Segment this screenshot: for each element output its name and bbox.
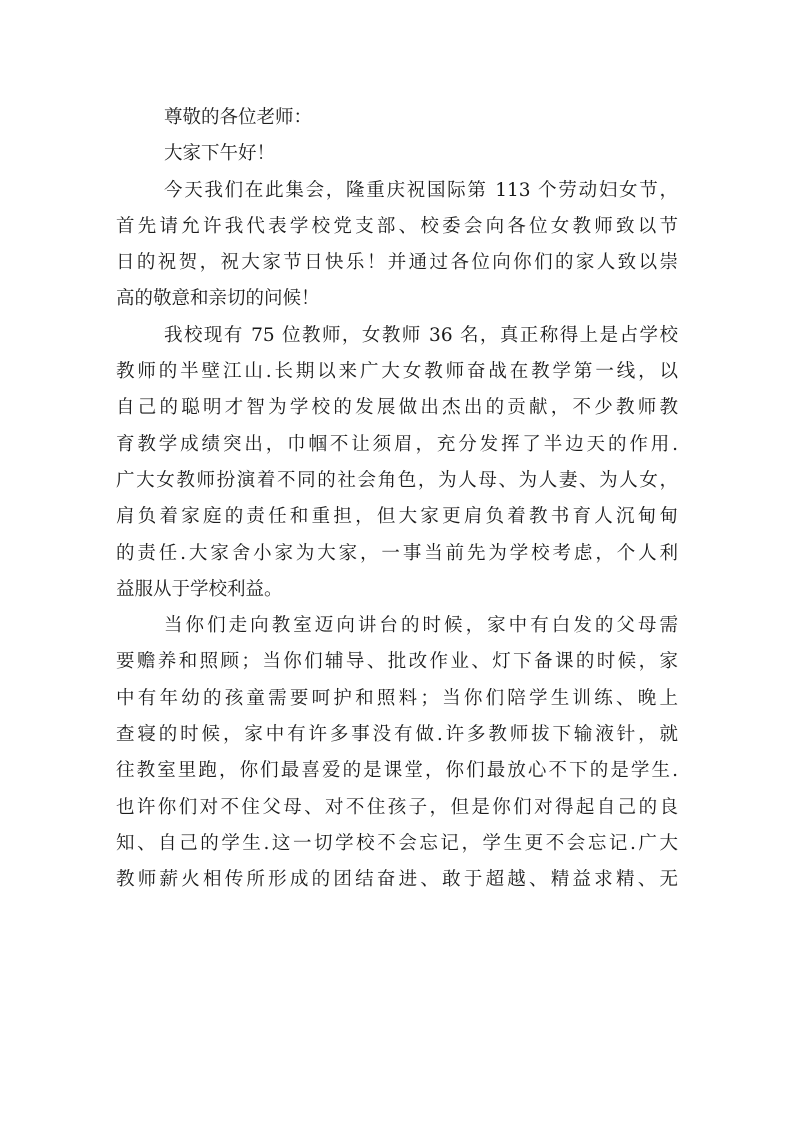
text-line: 当你们走向教室迈向讲台的时候，家中有白发的父母需 <box>164 615 678 637</box>
text-line: 知、自己的学生.这一切学校不会忘记，学生更不会忘记.广大 <box>116 832 678 854</box>
text-line: 首先请允许我代表学校党支部、校委会向各位女教师致以节 <box>116 215 678 237</box>
text-line: 育教学成绩突出，巾帼不让须眉，充分发挥了半边天的作用. <box>116 433 678 455</box>
salutation: 尊敬的各位老师： <box>164 107 313 128</box>
text-line: 查寝的时候，家中有许多事没有做.许多教师拔下输液针，就 <box>116 724 678 746</box>
text-line: 广大女教师扮演着不同的社会角色，为人母、为人妻、为人女， <box>116 469 678 491</box>
text-line: 要赡养和照顾；当你们辅导、批改作业、灯下备课的时候，家 <box>116 651 678 673</box>
text-line: 日的祝贺，祝大家节日快乐！并通过各位向你们的家人致以崇 <box>116 252 678 274</box>
text-line: 我校现有 75 位教师，女教师 36 名，真正称得上是占学校 <box>164 324 678 346</box>
text-line: 往教室里跑，你们最喜爱的是课堂，你们最放心不下的是学生. <box>116 760 678 782</box>
text-line: 高的敬意和亲切的问候！ <box>116 288 320 310</box>
greeting: 大家下午好！ <box>164 143 276 165</box>
text-line: 中有年幼的孩童需要呵护和照料；当你们陪学生训练、晚上 <box>116 687 678 709</box>
text-line: 也许你们对不住父母、对不住孩子，但是你们对得起自己的良 <box>116 796 678 818</box>
speech-body <box>116 100 678 899</box>
text-line: 教师的半壁江山.长期以来广大女教师奋战在教学第一线，以 <box>116 361 678 383</box>
text-line: 教师薪火相传所形成的团结奋进、敢于超越、精益求精、无 <box>116 869 678 891</box>
text-line: 今天我们在此集会，隆重庆祝国际第 113 个劳动妇女节， <box>164 179 678 201</box>
text-line: 自己的聪明才智为学校的发展做出杰出的贡献，不少教师教 <box>116 397 678 419</box>
text-line: 益服从于学校利益。 <box>116 578 283 600</box>
text-line: 肩负着家庭的责任和重担，但大家更肩负着教书育人沉甸甸 <box>116 506 678 528</box>
text-line: 的责任.大家舍小家为大家，一事当前先为学校考虑，个人利 <box>116 542 678 564</box>
